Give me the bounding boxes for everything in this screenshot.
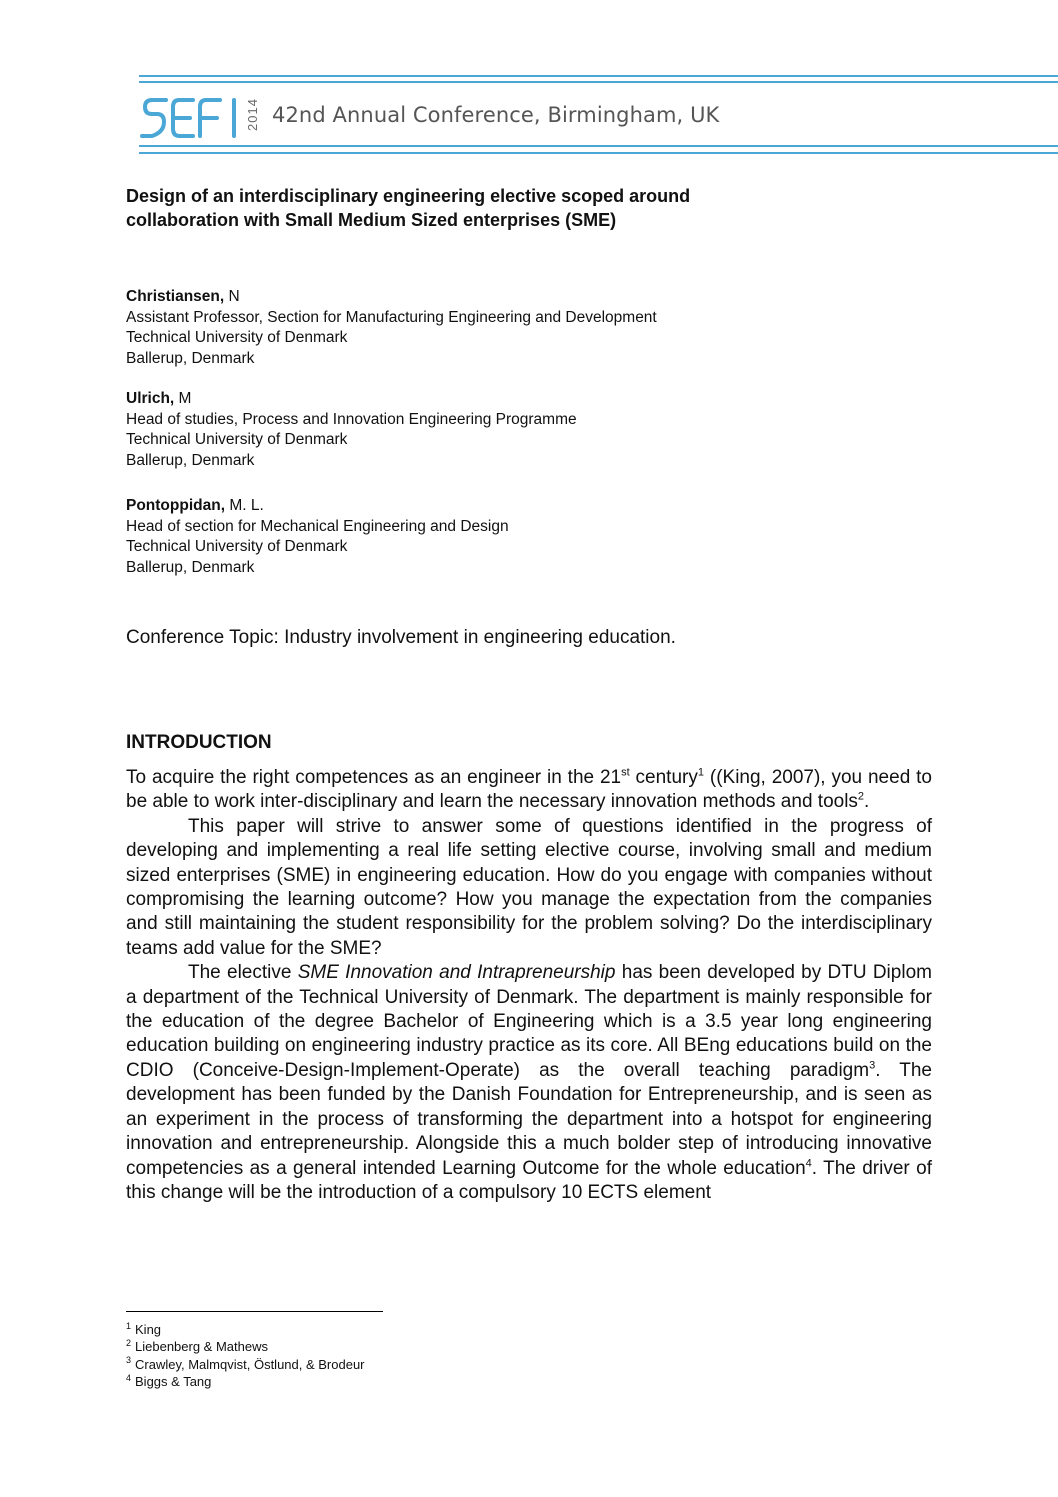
paragraph-3 [126,961,932,1205]
header-rule-top-2 [139,81,1058,83]
footnote-text: King [135,1322,162,1337]
header-rule-top-1 [139,75,1058,77]
text-run: has been developed by DTU Diplom a department of the Technical University of Denmark. The department is mainly responsible for the education of the degree Bachelor of Engineering which is a 3.5 year long engineering education building on engineering industry practice as its core. All BEng educations build on the CDIO (Conceive-Design-Implement-Operate) as the overall teaching paradigm [126,962,932,1081]
author-surname: Christiansen, [126,288,225,305]
logo-year: 2014 [245,98,260,132]
footnote-ref-1[interactable]: 1 [697,766,704,779]
author-surname: Ulrich, [126,390,175,407]
text-run: To acquire the right competences as an engineer in the 21 [126,767,622,788]
author-initials: N [224,288,240,305]
author-institution: Technical University of Denmark [126,538,348,555]
footnote-3 [126,1356,932,1373]
author-surname: Pontoppidan, [126,497,226,514]
header-rule-bottom-2 [139,152,1058,154]
footnote-number: 3 [126,1355,132,1366]
text-run: . The driver of this change will be the introduction of a compulsory 10 ECTS element [126,1157,932,1203]
sefi-logo [140,95,244,141]
footnotes [126,1321,932,1390]
author-initials: M. L. [225,497,264,514]
author-initials: M [174,390,192,407]
paper-title-line-2: collaboration with Small Medium Sized enterprises (SME) [126,210,617,230]
author-position: Head of section for Mechanical Engineering and Design [126,517,509,535]
superscript: st [621,766,630,779]
introduction-body [126,766,932,1205]
author-position: Head of studies, Process and Innovation Engineering Programme [126,410,577,428]
paragraph-2: This paper will strive to answer some of questions identified in the progress of developing and implementing a real life setting elective course, involving small and medium sized enterprises (SME) in engineering education. How do you engage with companies without compromising the learning outcome? How you manage the expectation from the companies and still maintaining the student responsibility for the problem solving? Do the interdisciplinary teams add value for the SME? [126,815,932,959]
paper-title-line-1: Design of an interdisciplinary engineering elective scoped around [126,186,691,206]
author-institution: Technical University of Denmark [126,431,348,448]
author-location: Ballerup, Denmark [126,451,255,469]
paragraph-1 [126,766,932,815]
footnote-text: Liebenberg & Mathews [135,1339,268,1355]
footnote-text: Biggs & Tang [135,1373,212,1389]
author-location: Ballerup, Denmark [126,349,255,367]
footnote-number: 1 [126,1320,132,1331]
course-name: SME Innovation and Intrapreneurship [297,962,616,984]
footnote-ref-4[interactable]: 4 [805,1157,812,1170]
conference-topic: Conference Topic: Industry involvement in engineering education. [126,627,676,648]
author-block-2 [126,389,932,471]
text-run: . [864,791,870,813]
footnote-separator [126,1311,383,1312]
conference-title: 42nd Annual Conference, Birmingham, UK [272,103,720,127]
footnote-number: 4 [126,1372,132,1383]
footnote-ref-3[interactable]: 3 [869,1059,876,1072]
author-institution: Technical University of Denmark [126,329,348,346]
footnote-1 [126,1321,932,1338]
text-run: century [629,767,698,788]
author-block-3 [126,496,932,578]
footnote-2 [126,1338,932,1355]
footnote-ref-2[interactable]: 2 [857,791,865,804]
footnote-text: Crawley, Malmqvist, Östlund, & Brodeur [135,1356,365,1372]
header-rule-bottom-1 [139,145,1058,147]
paper-title [126,184,932,232]
author-position: Assistant Professor, Section for Manufacturing Engineering and Development [126,308,657,326]
section-heading: INTRODUCTION [126,732,272,753]
text-run: . The development has been funded by the Danish Foundation for Entrepreneurship, and is seen as an experiment in the process of transforming the department into a hotspot for engineering innovation and entrepreneurship. Alongside this a much bolder step of introducing innovative competencies as a general intended Learning Outcome for the whole education [126,1059,932,1179]
author-location: Ballerup, Denmark [126,558,255,576]
text-run: The elective [188,962,298,984]
author-block-1 [126,287,932,369]
footnote-number: 2 [126,1337,132,1348]
footnote-4 [126,1373,932,1390]
text-run: ((King, 2007), you need to be able to work inter-disciplinary and learn the necessary innovation methods and tools [126,767,932,813]
